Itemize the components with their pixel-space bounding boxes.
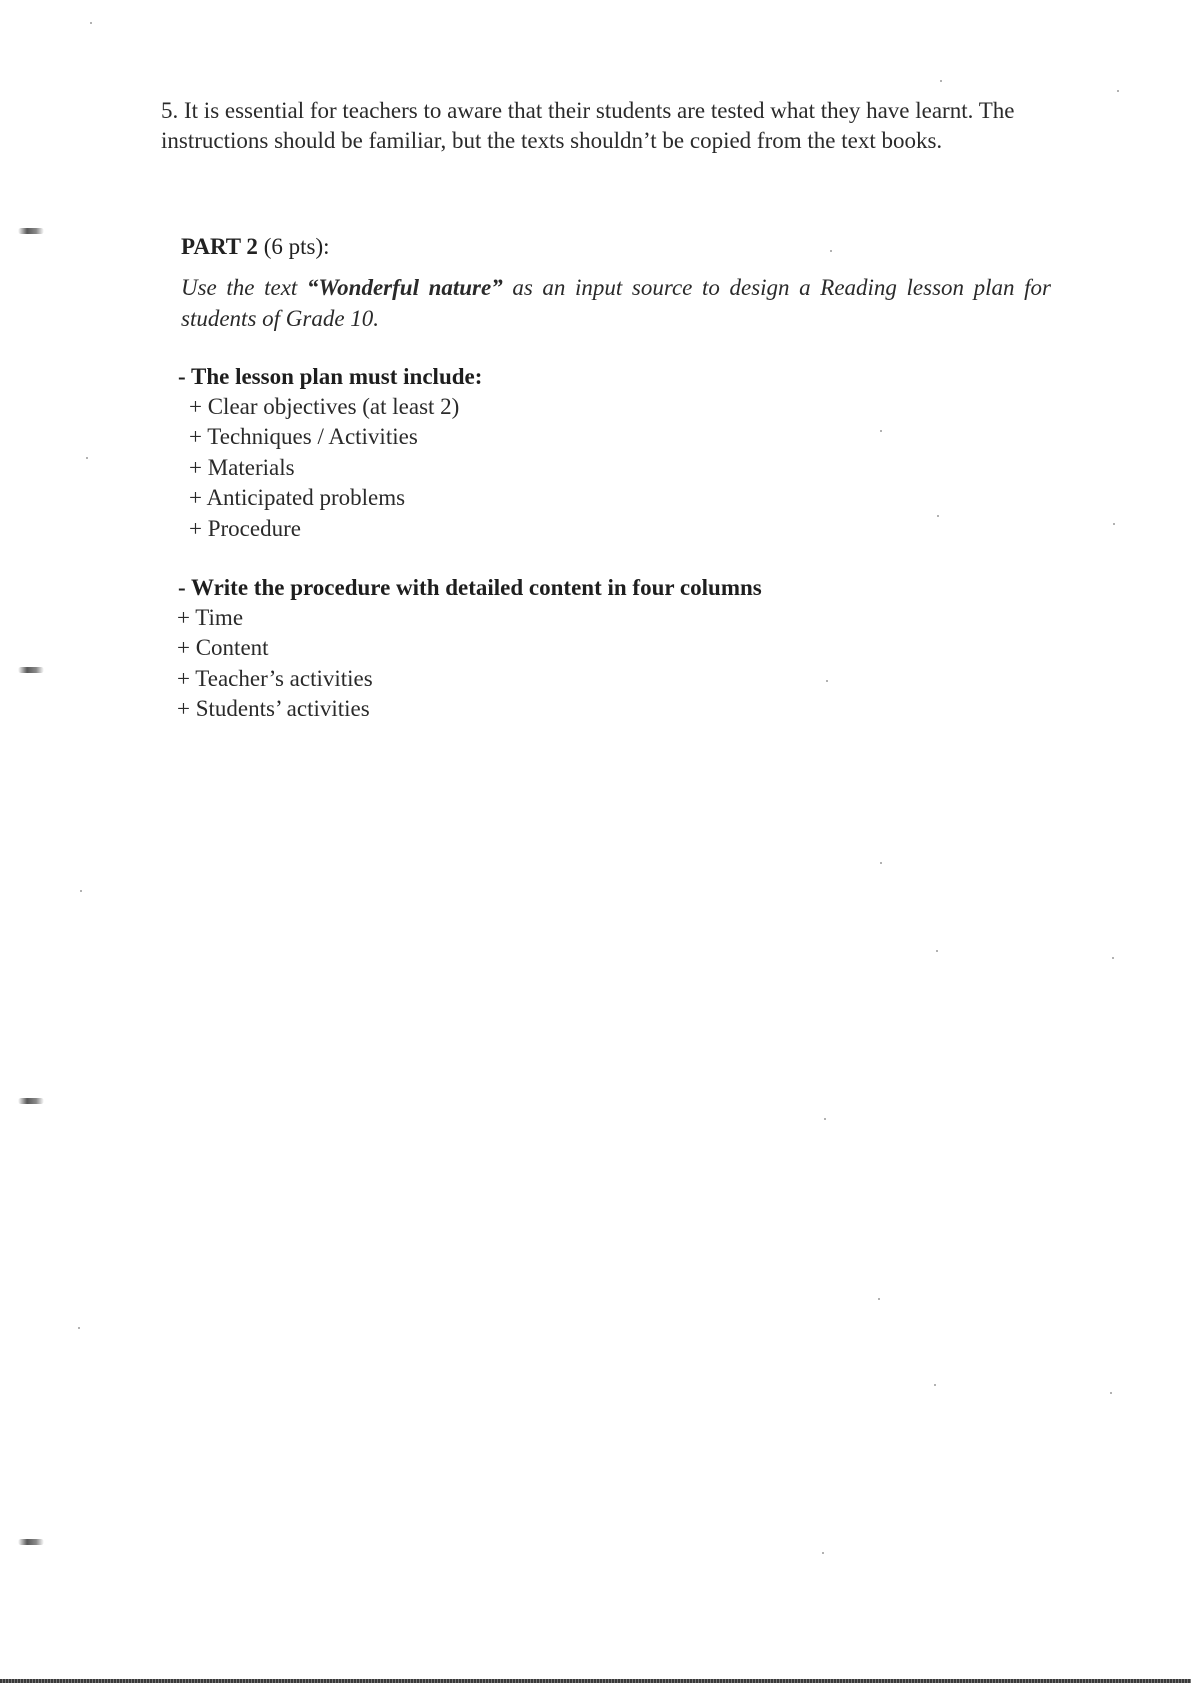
list-item: + Clear objectives (at least 2) — [189, 394, 460, 419]
scan-artifact — [18, 228, 44, 234]
scan-dot — [934, 1384, 936, 1386]
scan-dot — [1112, 957, 1114, 959]
lesson-plan-requirements-list — [189, 392, 459, 544]
scan-dot — [826, 680, 828, 682]
scan-dot — [822, 1552, 824, 1554]
list-item: + Procedure — [189, 515, 301, 541]
list-item: + Time — [177, 605, 244, 630]
lesson-plan-requirements-title: - The lesson plan must include: — [178, 364, 483, 389]
scan-dot — [1110, 1392, 1112, 1394]
scan-artifact — [18, 667, 44, 673]
scan-bottom-edge — [0, 1679, 1191, 1683]
list-item: + Anticipated problems — [189, 485, 406, 511]
scan-dot — [80, 890, 82, 892]
part-2-points: (6 pts): — [257, 234, 330, 259]
scan-dot — [86, 457, 88, 459]
list-item: + Materials — [189, 454, 295, 480]
point-5-paragraph: 5. It is essential for teachers to aware that their students are tested what they have learnt. The instructions should be familiar, but the texts shouldn’t be copied from the text books. — [161, 98, 1015, 153]
scan-dot — [940, 80, 942, 82]
list-item: + Content — [177, 635, 269, 661]
scan-dot — [1113, 523, 1115, 525]
scan-dot — [90, 22, 92, 24]
scan-dot — [937, 515, 939, 517]
part-2-heading — [181, 232, 330, 262]
scan-dot — [1117, 90, 1119, 92]
list-item: + Students’ activities — [177, 696, 370, 722]
scan-dot — [824, 1118, 826, 1120]
list-item: + Teacher’s activities — [177, 665, 373, 691]
part-2-prompt — [181, 272, 1051, 334]
scan-dot — [880, 430, 882, 432]
scan-dot — [830, 250, 832, 252]
procedure-columns-title: - Write the procedure with detailed content in four columns — [178, 575, 762, 600]
procedure-columns-list — [177, 603, 373, 725]
prompt-intro: Use the text — [181, 275, 307, 300]
scan-artifact — [18, 1098, 44, 1104]
scan-artifact — [18, 1539, 44, 1545]
scan-dot — [936, 950, 938, 952]
part-2-label: PART 2 — [181, 234, 258, 259]
list-item: + Techniques / Activities — [189, 424, 418, 450]
scan-dot — [878, 1298, 880, 1300]
scan-dot — [78, 1327, 80, 1329]
scan-dot — [880, 862, 882, 864]
prompt-instruction: as an input source to design a Reading lesson plan for students of Grade 10. — [181, 275, 1052, 331]
prompt-text-title: “Wonderful nature” — [306, 275, 503, 300]
